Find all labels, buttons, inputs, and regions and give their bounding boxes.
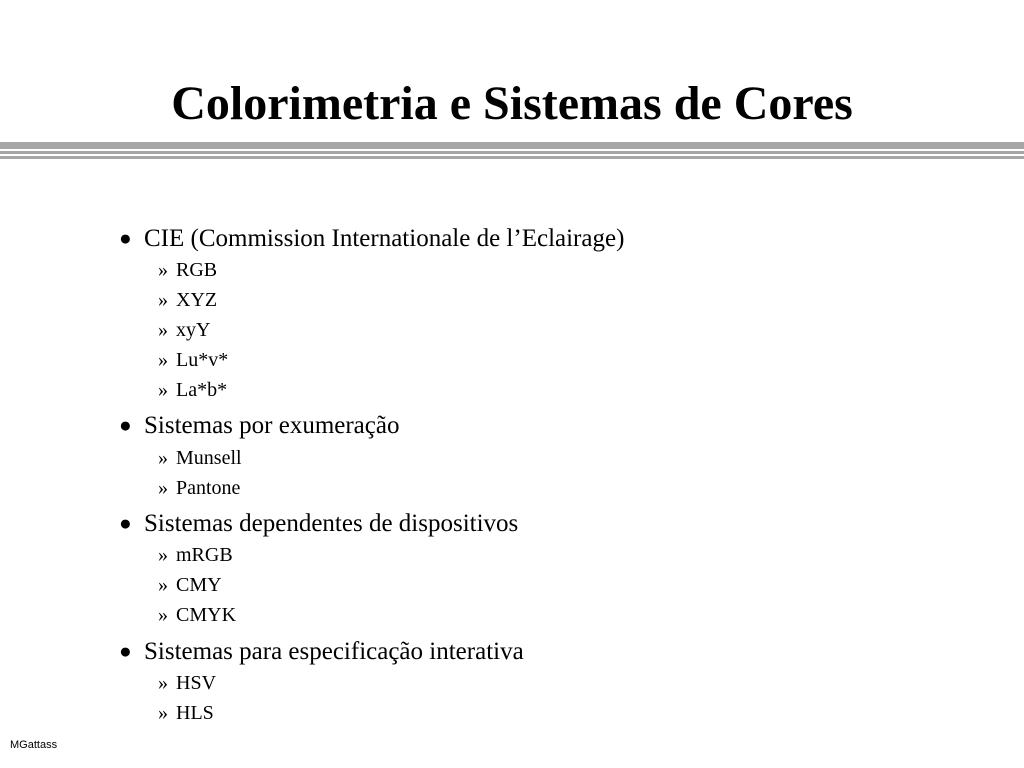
sub-item-label: xyY <box>176 319 211 341</box>
sub-item-xyz <box>158 288 217 312</box>
bullet-label: CIE (Commission Internationale de l’Eclairage) <box>144 225 625 252</box>
bullet-label: Sistemas por exumeração <box>144 412 400 439</box>
sub-marker-icon: » <box>158 447 168 469</box>
bullet-dot-icon: ● <box>119 413 132 437</box>
sub-marker-icon: » <box>158 477 168 499</box>
sub-item-rgb <box>158 258 217 282</box>
slide-title: Colorimetria e Sistemas de Cores <box>171 77 853 130</box>
footer-author: MGattass <box>10 739 58 751</box>
sub-item-munsell <box>158 446 242 470</box>
sub-item-hsv <box>158 671 216 695</box>
bullet-cie <box>119 223 624 254</box>
bullet-interactive-systems <box>119 636 524 667</box>
sub-item-label: mRGB <box>176 544 233 566</box>
sub-item-pantone <box>158 476 240 500</box>
sub-item-label: HLS <box>176 702 214 724</box>
bullet-dot-icon: ● <box>119 511 132 535</box>
bullet-dot-icon: ● <box>119 639 132 663</box>
sub-item-label: HSV <box>176 672 217 694</box>
sub-item-label: CMYK <box>176 604 237 626</box>
sub-marker-icon: » <box>158 702 168 724</box>
sub-item-luv <box>158 348 228 372</box>
sub-marker-icon: » <box>158 379 168 401</box>
sub-marker-icon: » <box>158 289 168 311</box>
bullet-device-dependent-systems <box>119 508 518 539</box>
sub-item-label: Lu*v* <box>176 349 229 371</box>
sub-marker-icon: » <box>158 672 168 694</box>
sub-marker-icon: » <box>158 349 168 371</box>
sub-item-label: XYZ <box>176 289 218 311</box>
bullet-label: Sistemas para especificação interativa <box>144 638 524 665</box>
sub-marker-icon: » <box>158 544 168 566</box>
sub-marker-icon: » <box>158 259 168 281</box>
sub-item-label: La*b* <box>176 379 228 401</box>
bullet-dot-icon: ● <box>119 226 132 250</box>
sub-item-cmyk <box>158 603 236 627</box>
sub-marker-icon: » <box>158 319 168 341</box>
sub-marker-icon: » <box>158 574 168 596</box>
bullet-label: Sistemas dependentes de dispositivos <box>144 510 519 537</box>
sub-item-hls <box>158 701 214 725</box>
bullet-enumeration-systems <box>119 410 399 441</box>
sub-item-label: CMY <box>176 574 222 596</box>
sub-marker-icon: » <box>158 604 168 626</box>
sub-item-cmy <box>158 573 222 597</box>
sub-item-label: RGB <box>176 259 218 281</box>
sub-item-lab <box>158 378 227 402</box>
sub-item-mrgb <box>158 543 233 567</box>
sub-item-xyy <box>158 318 210 342</box>
sub-item-label: Pantone <box>176 477 241 499</box>
sub-item-label: Munsell <box>176 447 242 469</box>
